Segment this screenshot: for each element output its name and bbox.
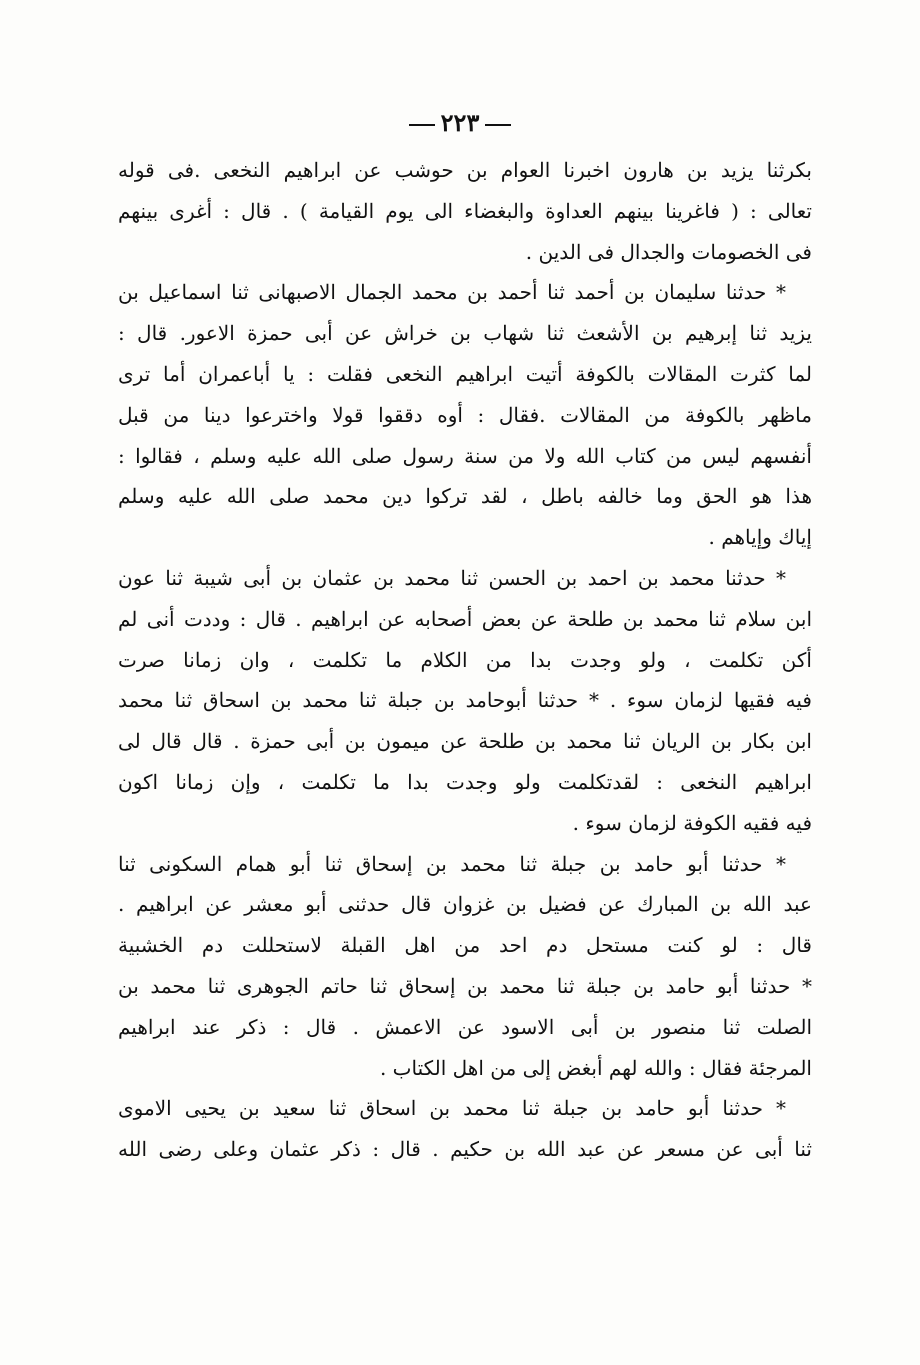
text-line: يزيد ثنا إبرهيم بن الأشعث ثنا شهاب بن خراش عن أبى حمزة الاعور. قال : <box>118 321 812 346</box>
text-line: * حدثنا سليمان بن أحمد ثنا أحمد بن محمد الجمال الاصبهانى ثنا اسماعيل بن <box>118 280 786 305</box>
text-line: أنفسهم ليس من كتاب الله ولا من سنة رسول صلى الله عليه وسلم ، فقالوا : <box>118 443 812 468</box>
text-line: إياك وإياهم . <box>708 525 812 550</box>
text-line: المرجئة فقال : والله لهم أبغض إلى من اهل الكتاب . <box>379 1055 812 1080</box>
paragraph-6 <box>118 1088 812 1170</box>
paragraph-5 <box>118 966 812 1088</box>
page-number-value: ٢٢٣ <box>440 108 480 137</box>
text-line: بكرثنا يزيد بن هارون اخبرنا العوام بن حوشب عن ابراهيم النخعى .فى قوله <box>118 158 812 182</box>
text-line: فيه فقيها لزمان سوء . * حدثنا أبوحامد بن جبلة ثنا محمد بن اسحاق ثنا محمد <box>118 688 812 713</box>
text-line: هذا هو الحق وما خالفه باطل ، لقد تركوا دين محمد صلى الله عليه وسلم <box>118 484 812 509</box>
text-line: فى الخصومات والجدال فى الدين . <box>525 239 812 264</box>
text-line: ابراهيم النخعى : لقدتكلمت ولو وجدت بدا ما تكلمت ، وإن زمانا اكون <box>118 769 812 794</box>
text-line: * حدثنا أبو حامد بن جبلة ثنا محمد بن اسحاق ثنا سعيد بن يحيى الاموى <box>118 1096 786 1121</box>
text-line: ابن سلام ثنا محمد بن طلحة عن بعض أصحابه عن ابراهيم . قال : وددت أنى لم <box>118 606 812 631</box>
text-line: فيه فقيه الكوفة لزمان سوء . <box>572 810 812 835</box>
paragraph-2 <box>118 272 812 558</box>
text-line: تعالى : ( فاغرينا بينهم العداوة والبغضاء الى يوم القيامة ) . قال : أغرى بينهم <box>118 198 812 223</box>
text-line: ماظهر بالكوفة من المقالات .فقال : أوه دققوا قولا واخترعوا دينا من قبل <box>118 402 812 427</box>
paragraph-4 <box>118 844 812 966</box>
text-line: الصلت ثنا منصور بن أبى الاسود عن الاعمش . قال : ذكر عند ابراهيم <box>118 1014 812 1039</box>
text-line: * حدثنا محمد بن احمد بن الحسن ثنا محمد بن عثمان بن أبى شيبة ثنا عون <box>118 565 786 590</box>
text-line: * حدثنا أبو حامد بن جبلة ثنا محمد بن إسحاق ثنا حاتم الجوهرى ثنا محمد بن <box>118 973 812 998</box>
text-line: عبد الله بن المبارك عن فضيل بن غزوان قال حدثنى أبو معشر عن ابراهيم . <box>118 892 812 917</box>
text-line: ابن بكار بن الريان ثنا محمد بن طلحة عن ميمون بن أبى حمزة . قال قال لى <box>118 729 812 754</box>
text-line: ثنا أبى عن مسعر عن عبد الله بن حكيم . قال : ذكر عثمان وعلى رضى الله <box>118 1137 812 1162</box>
page-body-text <box>118 150 812 1170</box>
paragraph-3 <box>118 558 812 844</box>
page-number-dash-right <box>485 124 511 126</box>
text-line: * حدثنا أبو حامد بن جبلة ثنا محمد بن إسحاق ثنا أبو همام السكونى ثنا <box>118 851 786 876</box>
text-line: قال : لو كنت مستحل دم احد من اهل القبلة لاستحللت دم الخشبية <box>118 933 812 958</box>
paragraph-1 <box>118 150 812 272</box>
page-number-dash-left <box>409 124 435 126</box>
text-line: أكن تكلمت ، ولو وجدت بدا من الكلام ما تكلمت ، وان زمانا صرت <box>118 647 812 672</box>
page-number <box>0 108 920 137</box>
text-line: لما كثرت المقالات بالكوفة أتيت ابراهيم النخعى فقلت : يا أباعمران أما ترى <box>118 361 812 386</box>
